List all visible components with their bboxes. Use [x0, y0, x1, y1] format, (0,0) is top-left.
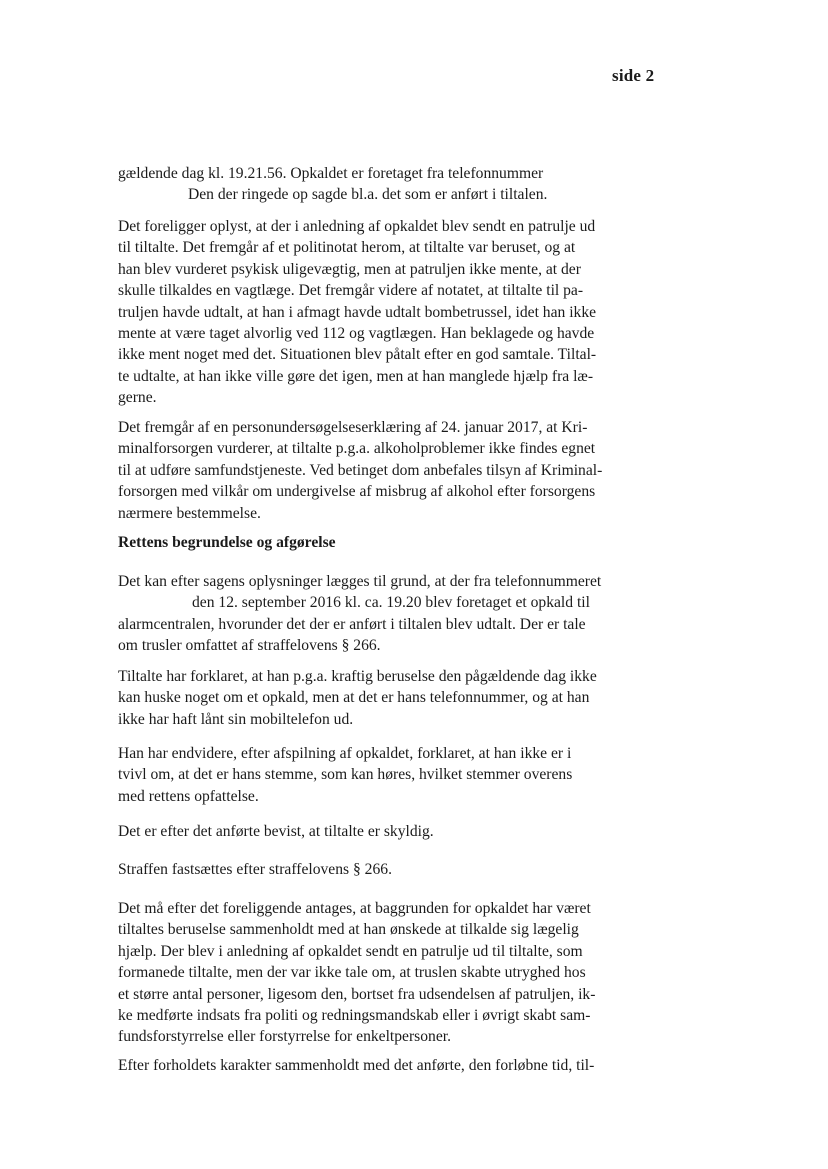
section-heading: Rettens begrundelse og afgørelse [118, 534, 336, 551]
text-line: nærmere bestemmelse. [118, 504, 261, 522]
text-line: Den der ringede op sagde bl.a. det som er anført i tiltalen. [188, 186, 548, 204]
text-line: minalforsorgen vurderer, at tiltalte p.g.a. alkoholproblemer ikke findes egnet [118, 440, 596, 458]
text-line: Det må efter det foreliggende antages, at baggrunden for opkaldet har været [118, 900, 591, 917]
paragraph-findings [118, 571, 604, 657]
text-line: truljen havde udtalt, at han i afmagt havde udtalt bombetrussel, idet han ikke [118, 303, 597, 321]
paragraph-call-time [118, 163, 604, 206]
text-line: ke medførte indsats fra politi og redningsmandskab eller i øvrigt skabt sam- [118, 1007, 591, 1025]
text-line: ikke ment noget med det. Situationen blev påtalt efter en god samtale. Tiltal- [118, 346, 597, 364]
text-line: Det kan efter sagens oplysninger lægges til grund, at der fra telefonnummeret [118, 573, 602, 590]
text-line: med rettens opfattelse. [118, 787, 259, 805]
text-line: Han har endvidere, efter afspilning af opkaldet, forklaret, at han ikke er i [118, 745, 572, 762]
text-line: forsorgen med vilkår om undergivelse af misbrug af alkohol efter forsorgens [118, 483, 596, 501]
paragraph-personal-investigation [118, 417, 604, 524]
page-number: side 2 [612, 66, 655, 85]
paragraph-defendant-statement [118, 666, 604, 730]
text-line: Det er efter det anførte bevist, at tiltalte er skyldig. [118, 823, 434, 840]
text-line: gerne. [118, 389, 157, 407]
text-line: ikke har haft lånt sin mobiltelefon ud. [118, 710, 354, 728]
paragraph-voice-recognition [118, 743, 604, 807]
text-line: han blev vurderet psykisk uligevægtig, men at patruljen ikke mente, at der [118, 260, 581, 278]
text-line: kan huske noget om et opkald, men at det er hans telefonnummer, og at han [118, 689, 590, 707]
text-line: fundsforstyrrelse eller forstyrrelse for enkeltpersoner. [118, 1028, 451, 1046]
text-line: tiltaltes beruselse sammenholdt med at han ønskede at tilkalde sig lægelig [118, 921, 579, 939]
paragraph-circumstances [118, 898, 604, 1048]
text-line: alarmcentralen, hvorunder det der er anført i tiltalen blev udtalt. Der er tale [118, 615, 586, 633]
text-line: te udtalte, at han ikke ville gøre det igen, men at han manglede hjælp fra læ- [118, 367, 594, 385]
text-line: om trusler omfattet af straffelovens § 266. [118, 637, 381, 655]
paragraph-patrol-report [118, 216, 604, 409]
text-line: Tiltalte har forklaret, at han p.g.a. kraftig beruselse den pågældende dag ikke [118, 668, 597, 685]
text-line: formanede tiltalte, men der var ikke tale om, at truslen skabte utryghed hos [118, 964, 586, 982]
text-line: Det fremgår af en personundersøgelseserklæring af 24. januar 2017, at Kri- [118, 419, 588, 436]
paragraph-sentence-basis [118, 859, 604, 880]
text-line: til at udføre samfundstjeneste. Ved betinget dom anbefales tilsyn af Kriminal- [118, 461, 603, 479]
paragraph-guilty [118, 821, 604, 842]
paragraph-conclusion [118, 1055, 604, 1076]
text-line: skulle tilkaldes en vagtlæge. Det fremgår videre af notatet, at tiltalte til pa- [118, 282, 584, 300]
text-line: gældende dag kl. 19.21.56. Opkaldet er foretaget fra telefonnummer [118, 165, 544, 182]
text-line: tvivl om, at det er hans stemme, som kan høres, hvilket stemmer overens [118, 766, 573, 784]
text-line: Det foreligger oplyst, at der i anledning af opkaldet blev sendt en patrulje ud [118, 218, 596, 235]
text-line: den 12. september 2016 kl. ca. 19.20 blev foretaget et opkald til [192, 594, 590, 612]
text-line: mente at være taget alvorlig ved 112 og vagtlægen. Han beklagede og havde [118, 325, 595, 343]
text-line: Efter forholdets karakter sammenholdt med det anførte, den forløbne tid, til- [118, 1057, 595, 1074]
text-line: Straffen fastsættes efter straffelovens § 266. [118, 861, 392, 878]
text-line: et større antal personer, ligesom den, bortset fra udsendelsen af patruljen, ik- [118, 985, 596, 1003]
text-line: hjælp. Der blev i anledning af opkaldet sendt en patrulje ud til tiltalte, som [118, 942, 583, 960]
text-line: til tiltalte. Det fremgår af et politinotat herom, at tiltalte var beruset, og at [118, 239, 576, 257]
